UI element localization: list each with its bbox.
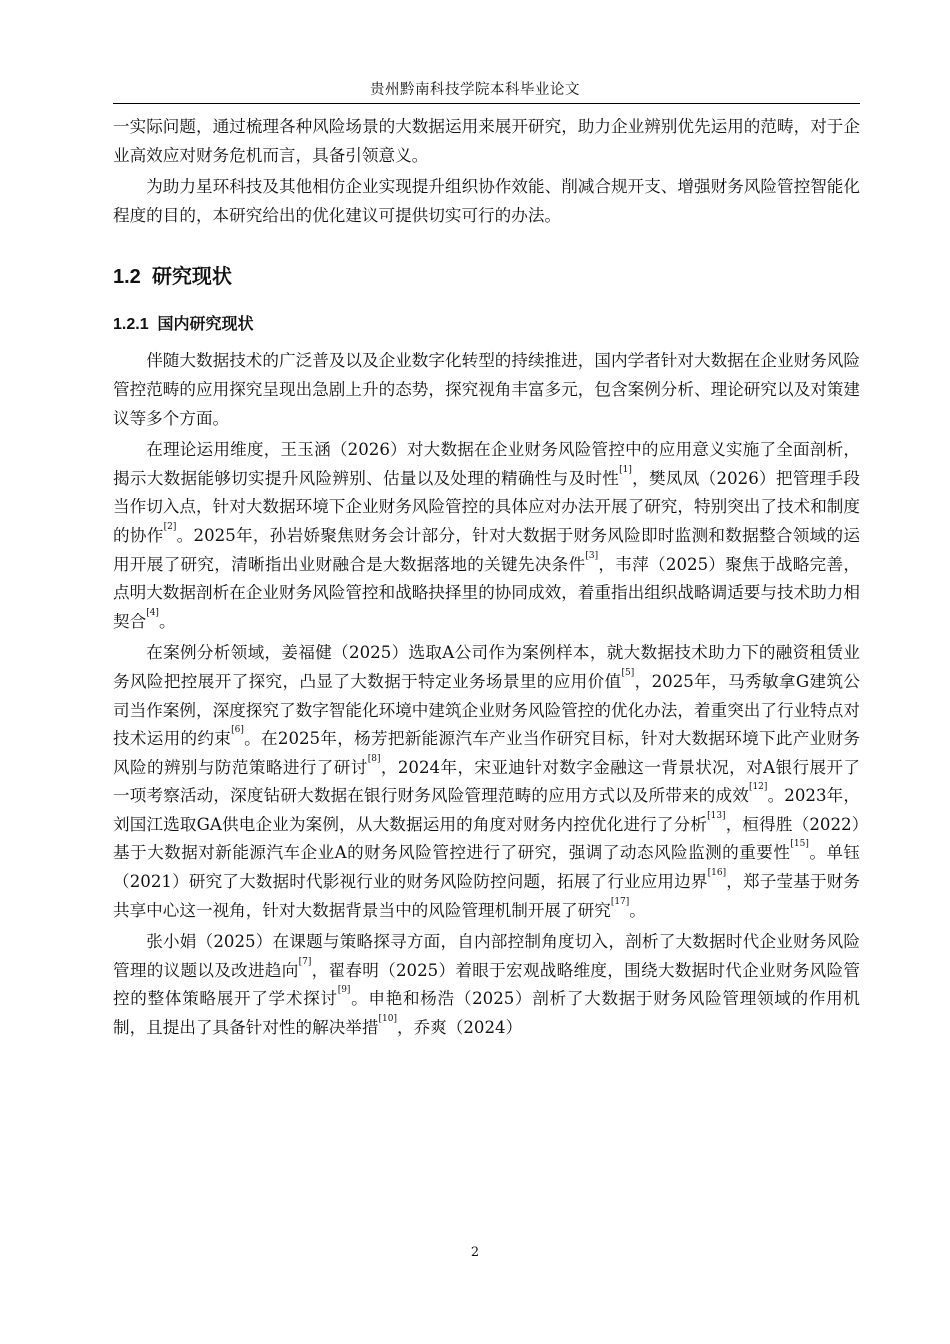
paragraph-text: 。 (158, 611, 176, 631)
section-number: 1.2 (113, 266, 141, 289)
paragraph-text: 。 (629, 900, 646, 920)
page-number: 2 (470, 1245, 480, 1260)
citation-ref: [5] (621, 667, 635, 678)
paragraph-purpose: 为助力星环科技及其他相仿企业实现提升组织协作效能、削减合规开支、增强财务风险管控智能化程度的目的，本研究给出的优化建议可提供切实可行的办法。 (113, 177, 860, 225)
running-header: 贵州黔南科技学院本科毕业论文 (370, 82, 580, 98)
paragraph-text: ，2024年，宋亚迪针对数字金融这一背景状况，对A银行展开了一项考察活动，深度钻研大数据在银行财务风险管理范畴的应用方式以及所带来的成效 (113, 757, 861, 806)
header-rule (113, 103, 860, 104)
subsection-title: 国内研究现状 (157, 316, 254, 334)
paragraph-theory (113, 436, 860, 636)
paragraph-continuation: 一实际问题，通过梳理各种风险场景的大数据运用来展开研究，助力企业辨别优先运用的范畴，对于企业高效应对财务危机而言，具备引领意义。 (113, 117, 860, 165)
citation-ref: [2] (163, 521, 177, 532)
paragraph-text: ，郑子莹基于财务共享中心这一视角，针对大数据背景当中的风险管理机制开展了研究 (113, 872, 861, 920)
paragraph-strategy (113, 928, 860, 1042)
paragraph-text: ，翟春明（2025）着眼于宏观战略维度，围绕大数据时代企业财务风险管控的整体策略展开了学术探讨 (113, 960, 860, 1009)
citation-ref: [17] (610, 896, 630, 907)
paragraph-text: 。在2025年，杨芳把新能源汽车产业当作研究目标，针对大数据环境下此产业财务风险的辨别与防范策略进行了研讨 (113, 729, 861, 777)
paragraph-cases (113, 639, 860, 925)
paragraph-text: ，2025年，马秀敏拿G建筑公司当作案例，深度探究了数字智能化环境中建筑企业财务风险管控的优化办法，着重突出了行业特点对技术运用的约束 (113, 671, 860, 749)
paragraph-text: 张小娟（2025）在课题与策略探寻方面，自内部控制角度切入，剖析了大数据时代企业财务风险管理的议题以及改进趋向 (113, 932, 860, 980)
citation-ref: [10] (378, 1014, 397, 1025)
section-heading (113, 264, 860, 290)
paragraph-text: 。单钰（2021）研究了大数据时代影视行业的财务风险防控问题，拓展了行业应用边界 (113, 843, 861, 892)
citation-ref: [13] (707, 810, 726, 821)
citation-ref: [7] (298, 956, 312, 967)
citation-ref: [9] (337, 985, 351, 996)
paragraph-text: ，樊凤凤（2026）把管理手段当作切入点，针对大数据环境下企业财务风险管控的具体应对办法开展了研究，特别突出了技术和制度的协作 (113, 468, 861, 545)
citation-ref: [8] (367, 753, 381, 764)
citation-ref: [16] (707, 868, 727, 879)
citation-ref: [3] (585, 550, 599, 561)
paragraph-overview: 伴随大数据技术的广泛普及以及企业数字化转型的持续推进，国内学者针对大数据在企业财务风险管控范畴的应用探究呈现出急剧上升的态势，探究视角丰富多元，包含案例分析、理论研究以及对策建议等多个方面。 (113, 351, 860, 428)
paragraph-text: ，韦萍（2025）聚焦于战略完善，点明大数据剖析在企业财务风险管控和战略抉择里的协同成效，着重指出组织战略调适要与技术助力相契合 (113, 554, 860, 631)
paragraph-text: 。2025年，孙岩娇聚焦财务会计部分，针对大数据于财务风险即时监测和数据整合领域的运用开展了研究，清晰指出业财融合是大数据落地的关键先决条件 (113, 525, 861, 574)
paragraph-text: 。2023年，刘国江选取GA供电企业为案例，从大数据运用的角度对财务内控优化进行了分析 (113, 786, 860, 834)
paragraph-text: ，乔爽（2024） (396, 1018, 523, 1038)
citation-ref: [15] (790, 839, 809, 850)
citation-ref: [1] (619, 464, 632, 475)
paragraph-text: ，桓得胜（2022）基于大数据对新能源汽车企业A的财务风险管控进行了研究，强调了动态风险监测的重要性 (113, 814, 860, 863)
paragraph-text: 在案例分析领域，姜福健（2025）选取A公司作为案例样本，就大数据技术助力下的融资租赁业务风险把控展开了探究，凸显了大数据于特定业务场景里的应用价值 (113, 643, 860, 691)
subsection-heading (113, 312, 860, 338)
page-body (113, 113, 860, 1046)
citation-ref: [4] (146, 607, 159, 618)
citation-ref: [6] (231, 725, 244, 736)
paragraph-text: 。申艳和杨浩（2025）剖析了大数据于财务风险管理领域的作用机制，且提出了具备针对性的解决举措 (113, 989, 861, 1038)
paragraph-text: 在理论运用维度，王玉涵（2026）对大数据在企业财务风险管控中的应用意义实施了全面剖析，揭示大数据能够切实提升风险辨别、估量以及处理的精确性与及时性 (113, 440, 860, 488)
citation-ref: [12] (748, 782, 768, 793)
section-title: 研究现状 (151, 266, 232, 289)
subsection-number: 1.2.1 (113, 316, 149, 334)
